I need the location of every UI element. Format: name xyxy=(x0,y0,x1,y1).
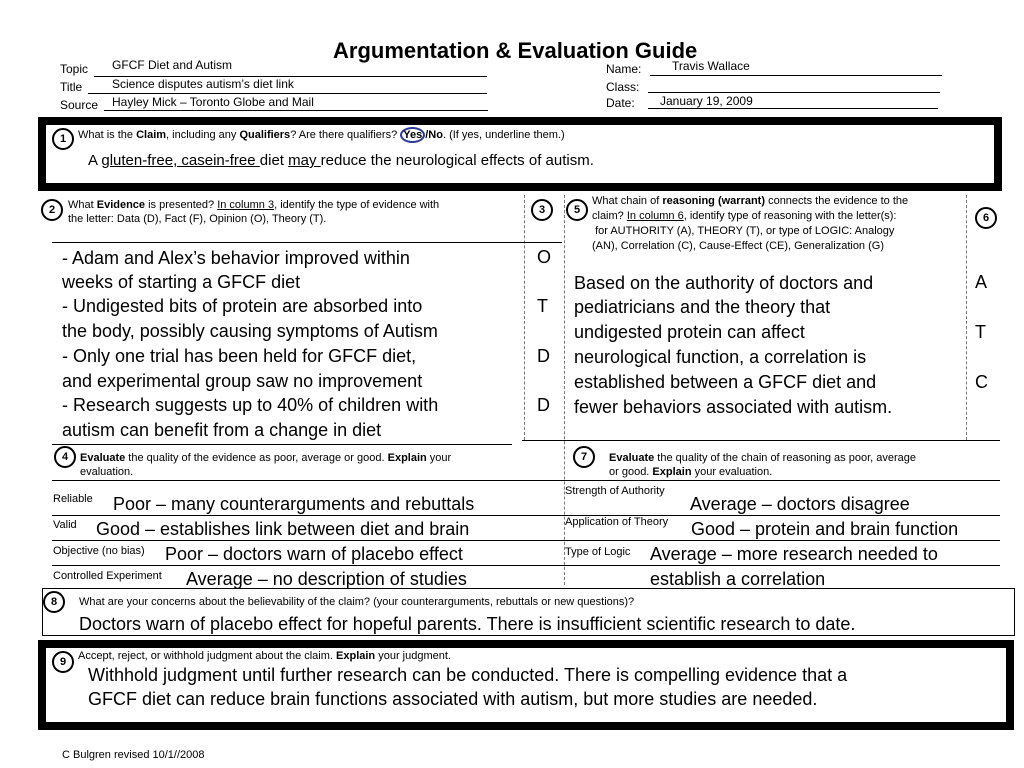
eval-value: Average – doctors disagree xyxy=(690,494,910,514)
evidence-line: the body, possibly causing symptoms of Autism xyxy=(62,321,438,341)
judgment-answer-line-2: GFCF diet can reduce brain functions associated with autism, but more studies are needed. xyxy=(88,689,818,709)
judgment-answer-line-1: Withhold judgment until further research can be conducted. There is compelling evidence that a xyxy=(88,665,848,685)
date-label: Date: xyxy=(606,96,635,110)
eval-value-continued: establish a correlation xyxy=(650,569,826,589)
eval-label: Reliable xyxy=(53,493,93,505)
eval-label: Valid xyxy=(53,519,77,531)
evidence-line: - Adam and Alex’s behavior improved within xyxy=(62,248,410,268)
claim-question: What is the Claim, including any Qualifiers? Are there qualifiers? Yes /No. (If yes, underline them.) xyxy=(78,129,565,141)
source-label: Source xyxy=(60,98,99,112)
footer-credit: C Bulgren revised 10/1//2008 xyxy=(62,749,205,761)
evidence-line: - Only one trial has been held for GFCF diet, xyxy=(62,346,417,366)
evidence-type-code: D xyxy=(537,395,550,415)
reasoning-line: neurological function, a correlation is xyxy=(574,347,867,367)
reasoning-eval-question: Evaluate the quality of the chain of reasoning as poor, average or good. Explain your evaluation. xyxy=(609,452,916,478)
eval-value: Good – protein and brain function xyxy=(691,519,959,539)
title-label: Title xyxy=(60,80,83,94)
title-value: Science disputes autism’s diet link xyxy=(112,77,294,91)
evidence-eval-question: Evaluate the quality of the evidence as poor, average or good. Explain your evaluation. xyxy=(80,452,452,478)
reasoning-type-code: T xyxy=(975,322,986,342)
eval-label: Application of Theory xyxy=(565,516,669,528)
eval-label: Controlled Experiment xyxy=(53,570,162,582)
step-number-8: 8 xyxy=(43,591,65,613)
reasoning-line: pediatricians and the theory that xyxy=(574,297,831,317)
evidence-line: - Research suggests up to 40% of children with xyxy=(62,395,439,415)
reasoning-type-code: A xyxy=(975,272,988,292)
reasoning-question: What chain of reasoning (warrant) connects the evidence to the claim? In column 6, identify type of reasoning with the letter(s): for AUTHORITY (A), THEORY (T), or type of LOGIC: Analogy (AN), Correlation (C), Cause-Effect (CE), Generalization (G) xyxy=(592,195,909,252)
step-number-5: 5 xyxy=(566,199,588,221)
evidence-type-code: T xyxy=(537,296,548,316)
name-label: Name: xyxy=(606,62,642,76)
topic-label: Topic xyxy=(60,62,89,76)
step-number-2: 2 xyxy=(41,199,63,221)
step-number-7: 7 xyxy=(573,446,595,468)
date-value: January 19, 2009 xyxy=(660,94,753,108)
eval-value: Good – establishes link between diet and brain xyxy=(96,519,470,539)
step-number-3: 3 xyxy=(531,199,553,221)
reasoning-line: Based on the authority of doctors and xyxy=(574,273,874,293)
eval-value: Poor – doctors warn of placebo effect xyxy=(165,544,463,564)
reasoning-type-code: C xyxy=(975,372,988,392)
concerns-question: What are your concerns about the believability of the claim? (your counterarguments, rebuttals or new questions)? xyxy=(79,596,635,608)
concerns-answer: Doctors warn of placebo effect for hopeful parents. There is insufficient scientific research to date. xyxy=(79,614,856,634)
reasoning-line: fewer behaviors associated with autism. xyxy=(574,397,893,417)
eval-label: Strength of Authority xyxy=(565,485,665,497)
source-value: Hayley Mick – Toronto Globe and Mail xyxy=(112,95,314,109)
eval-value: Poor – many counterarguments and rebuttals xyxy=(113,494,475,514)
eval-value: Average – no description of studies xyxy=(186,569,467,589)
eval-label: Objective (no bias) xyxy=(53,545,145,557)
claim-text: A gluten-free, casein-free diet may reduce the neurological effects of autism. xyxy=(88,152,594,169)
evidence-question: What Evidence is presented? In column 3, identify the type of evidence with the letter: Data (D), Fact (F), Opinion (O), Theory (T). xyxy=(68,199,440,225)
yes-circled: Yes xyxy=(400,127,425,143)
evidence-type-code: O xyxy=(537,247,552,267)
evidence-line: - Undigested bits of protein are absorbed into xyxy=(62,296,423,316)
step-number-9: 9 xyxy=(52,651,74,673)
step-number-6: 6 xyxy=(975,207,997,229)
reasoning-line: undigested protein can affect xyxy=(574,322,805,342)
reasoning-line: established between a GFCF diet and xyxy=(574,372,877,392)
evidence-line: and experimental group saw no improvement xyxy=(62,371,423,391)
step-number-1: 1 xyxy=(52,128,74,150)
page-title: Argumentation & Evaluation Guide xyxy=(333,38,698,63)
evidence-type-code: D xyxy=(537,346,550,366)
evidence-line: autism can benefit from a change in diet xyxy=(62,420,382,440)
eval-label: Type of Logic xyxy=(565,546,631,558)
evidence-line: weeks of starting a GFCF diet xyxy=(62,272,301,292)
step-number-4: 4 xyxy=(54,446,76,468)
eval-value: Average – more research needed to xyxy=(650,544,938,564)
name-value: Travis Wallace xyxy=(672,59,750,73)
class-label: Class: xyxy=(606,80,640,94)
judgment-question: Accept, reject, or withhold judgment about the claim. Explain your judgment. xyxy=(78,650,451,662)
topic-value: GFCF Diet and Autism xyxy=(112,58,233,72)
